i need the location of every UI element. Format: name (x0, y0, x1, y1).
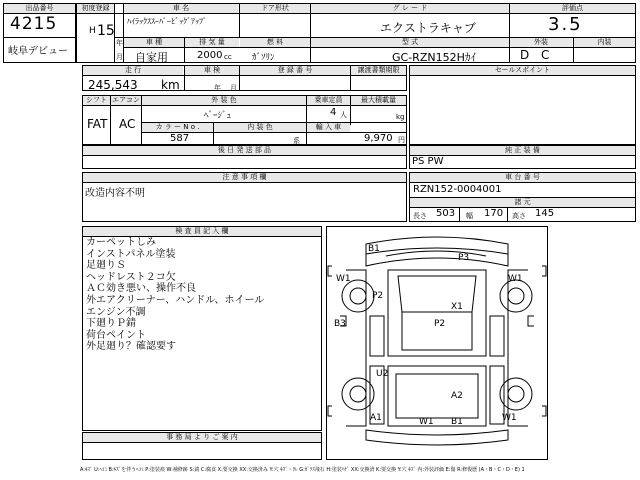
shift: FAT (87, 117, 108, 131)
note-line: 外エアクリーナー、ハンドル、ホイール (86, 294, 265, 306)
mark-p3: P3 (458, 253, 470, 263)
ext-color-label: 外 装 色 (142, 96, 306, 105)
equipment-label: 純 正 装 備 (410, 146, 635, 155)
fuel-label: 燃 料 (240, 38, 310, 47)
vehicle-type: 自家用 (135, 51, 168, 64)
score: 3.5 (548, 14, 583, 35)
int-color-label: 内 装 色 (214, 123, 306, 132)
ac: AC (119, 117, 136, 131)
grade-label: グ レ ー ド (311, 4, 509, 13)
mark-b1-rear: B1 (451, 417, 463, 427)
sales-label: セールスポイント (410, 66, 635, 75)
height-label: 高さ (512, 212, 526, 220)
capacity-unit: 人 (340, 111, 347, 119)
mark-u2: U2 (376, 369, 389, 379)
kei-mark: 系 (293, 137, 300, 145)
vehicle-type-label: 車 種 (124, 38, 184, 47)
shaken-month: 月 (230, 84, 237, 92)
ext-grade: D (520, 48, 530, 62)
mark-a1: A1 (370, 413, 382, 423)
dims-label: 諸 元 (410, 198, 635, 207)
note-line: 下廻りＰ錆 (86, 318, 136, 330)
length: 503 (436, 208, 456, 219)
sales-frame (409, 65, 636, 145)
chassis-number: RZN152-0004001 (413, 184, 502, 195)
mark-p2-roof: P2 (434, 319, 446, 329)
int-grade: C (541, 48, 550, 62)
int-label: 内装 (574, 38, 635, 47)
era: H (89, 26, 96, 36)
mark-w1-rr: W1 (502, 413, 517, 423)
mark-w1-rear: W1 (419, 417, 434, 427)
lot-number: 4215 (10, 14, 58, 34)
displacement: 2000 (197, 50, 223, 61)
note-line: 荷台ペイント (86, 329, 146, 341)
ext-color: ﾍﾞｰｼﾞｭ (204, 111, 232, 121)
model: GC-RZN152Hｶｲ (392, 51, 476, 64)
first-reg-label: 初度登録 (77, 4, 114, 13)
remarks: 改造内容不明 (85, 188, 145, 199)
door-label: ドア形状 (240, 4, 310, 13)
shift-label: シフト (83, 96, 110, 105)
mark-b3: B3 (334, 319, 346, 329)
note-line: 外足廻り？確認要す (86, 341, 176, 353)
km-unit: km (161, 78, 180, 92)
price: 9,970 (364, 133, 393, 144)
note-line: カーペットしみ (86, 237, 156, 248)
lot-label: 出品番号 (4, 4, 75, 13)
chassis-label: 車 台 番 号 (410, 173, 635, 182)
car-name-label: 車 名 (124, 4, 238, 13)
width-label: 幅 (466, 212, 473, 220)
year-unit: 年 (116, 39, 123, 47)
price-unit: 円 (398, 136, 405, 144)
note-line: エンジン不調 (86, 306, 146, 318)
length-label: 長さ (413, 212, 427, 220)
score-label: 評価点 (510, 4, 635, 13)
office-label: 事 務 局 よ り ご 案 内 (83, 433, 321, 442)
color-no: 587 (170, 133, 190, 144)
mark-w1-fl: W1 (336, 274, 351, 284)
note-line: ヘッドレスト２コ欠 (86, 271, 176, 283)
note-line: インストパネル塗装 (86, 248, 176, 260)
venue: 岐阜デビュー (8, 46, 68, 57)
reg-no-label: 登 録 番 号 (240, 66, 350, 75)
mileage-label: 走 行 (83, 66, 183, 75)
mark-b1-front: B1 (368, 244, 380, 254)
load-label: 最大積載量 (351, 96, 406, 105)
mark-p2-left: P2 (372, 291, 384, 301)
capacity-label: 乗車定員 (307, 96, 350, 105)
mark-x1: X1 (451, 302, 463, 312)
fuel: ｶﾞｿﾘﾝ (252, 53, 275, 63)
mileage: 245,543 (88, 78, 138, 92)
legend: A:ｷｽﾞ U:ﾍｺﾐ B:ｷｽﾞを伴うﾍｺﾐ P:塗装痕 W:補修跡 S:錆 C:腐食 X:要交換 XX:交換済み Y:穴 ｷｽﾞ・ﾜﾚ G:ｶﾞﾗｽ飛石 H:塗装ﾊｹﾞ XX:交換済 K:要交換 Y:穴 ｷｽﾞ 内:外装評価 E:傷 R:修復歴 (A・B・C・D・E) 1 (80, 467, 525, 473)
ext-label: 外装 (510, 38, 572, 47)
color-no-label: カ ラ ー N o . (142, 123, 213, 132)
car-diagram (326, 226, 548, 460)
inspection-label: 検 査 員 記 入 欄 (83, 227, 321, 236)
remarks-label: 注 意 事 項 欄 (83, 173, 406, 182)
docs-label: 譲渡書類期限 (351, 66, 406, 75)
import-label: 輸 入 車 (307, 123, 350, 132)
accessories-label: 後 日 発 送 部 品 (83, 146, 406, 155)
shaken-label: 車 検 (185, 66, 239, 75)
grade: エクストラキャブ (380, 21, 476, 35)
note-line: ＡＣ効き悪い、操作不良 (86, 283, 196, 295)
width: 170 (484, 208, 504, 219)
height: 145 (535, 208, 555, 219)
inspection-notes (86, 237, 264, 353)
mark-w1-fr: W1 (508, 274, 523, 284)
displacement-label: 排 気 量 (185, 38, 239, 47)
note-line: 足廻りＳ (86, 260, 126, 272)
mark-a2: A2 (451, 391, 463, 401)
month-unit: 月 (116, 53, 123, 61)
capacity: 4 (330, 107, 337, 118)
car-name: ﾊｲﾗｯｸｽｽｰﾊﾟｰﾋﾞｯｸﾞｱｯﾌﾟ (127, 17, 207, 26)
shaken-year: 年 (214, 84, 221, 92)
ac-label: エアコン (112, 96, 140, 104)
cc-unit: cc (224, 53, 232, 61)
load-unit: kg (396, 113, 405, 121)
first-reg-year: 15 (97, 23, 115, 39)
model-label: 型 式 (311, 38, 509, 47)
equipment: PS PW (412, 156, 444, 167)
